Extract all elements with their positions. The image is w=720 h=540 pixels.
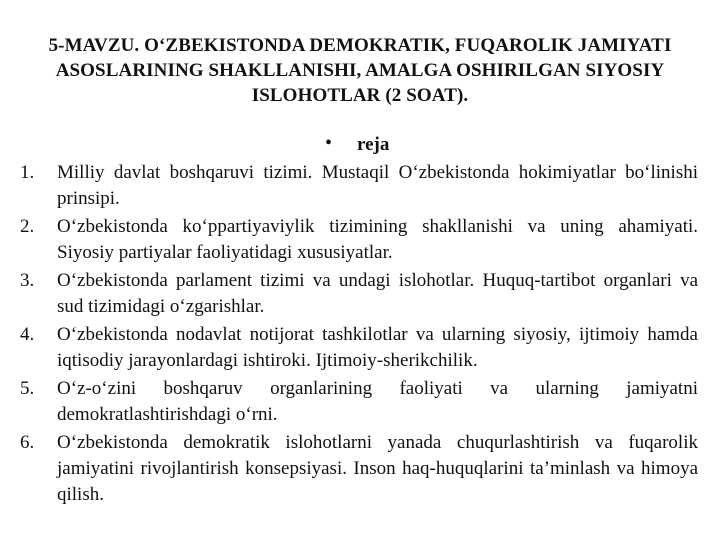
- list-item-line: Milliy davlat boshqaruvi tizimi. Mustaqil O‘zbekistonda hokimiyatlar: [57, 162, 616, 183]
- list-item-line: jamiyatini rivojlantirish konsepsiyasi. Inson haq-huquqlarini ta’minlash va: [57, 458, 635, 479]
- list-item-number: 5.: [20, 378, 35, 399]
- slide-title: [20, 33, 700, 108]
- list-item-text: [57, 376, 698, 428]
- list-item-number: 1.: [20, 162, 35, 183]
- title-line-2: ASOSLARINING SHAKLLANISHI, AMALGA OSHIRILGAN SIYOSIY: [55, 60, 665, 81]
- list-item-text: [57, 268, 698, 320]
- list-item-text: [57, 322, 698, 374]
- list-item-number: 4.: [20, 324, 35, 345]
- list-item: [0, 322, 720, 374]
- list-item-number: 3.: [20, 270, 35, 291]
- list-item-number: 6.: [20, 432, 35, 453]
- list-item-text: [57, 160, 698, 212]
- list-item: [0, 214, 720, 266]
- list-item-line: ahamiyati. Siyosiy partiyalar faoliyatidagi xususiyatlar.: [57, 216, 699, 263]
- list-item: [0, 160, 720, 212]
- list-item-number: 2.: [20, 216, 35, 237]
- list-item-line: O‘zbekistonda parlament tizimi va undagi islohotlar. Huquq-tartibot: [57, 270, 596, 291]
- list-item: [0, 430, 720, 508]
- bullet-icon: •: [325, 132, 333, 154]
- list-item-line: bo‘linishi prinsipi.: [57, 162, 699, 209]
- plan-label: reja: [357, 134, 390, 155]
- list-item-line: O‘zbekistonda demokratik islohotlarni yanada chuqurlashtirish va fuqarolik: [57, 432, 698, 453]
- list-item-line: organlari va sud tizimidagi o‘zgarishlar.: [57, 270, 699, 317]
- list-item-line: demokratlashtirishdagi o‘rni.: [57, 404, 278, 425]
- list-item: [0, 376, 720, 428]
- list-item-text: [57, 214, 698, 266]
- list-item-line: O‘z-o‘zini boshqaruv organlarining faoliyati va ularning jamiyatni: [57, 378, 698, 399]
- list-item-line: himoya qilish.: [57, 458, 699, 505]
- list-item-line: hamda iqtisodiy jarayonlardagi ishtiroki. Ijtimoiy-sherikchilik.: [57, 324, 698, 371]
- list-item-line: O‘zbekistonda ko‘ppartiyaviylik tizimining shakllanishi va uning: [57, 216, 604, 237]
- title-line-3: ISLOHOTLAR (2 SOAT).: [251, 85, 469, 106]
- list-item: [0, 268, 720, 320]
- title-line-1: 5-MAVZU. O‘ZBEKISTONDA DEMOKRATIK, FUQAROLIK JAMIYATI: [48, 35, 672, 56]
- topic-list: [0, 160, 720, 508]
- list-item-text: [57, 430, 698, 508]
- plan-heading: [0, 133, 720, 157]
- list-item-line: O‘zbekistonda nodavlat notijorat tashkilotlar va ularning siyosiy, ijtimoiy: [57, 324, 640, 345]
